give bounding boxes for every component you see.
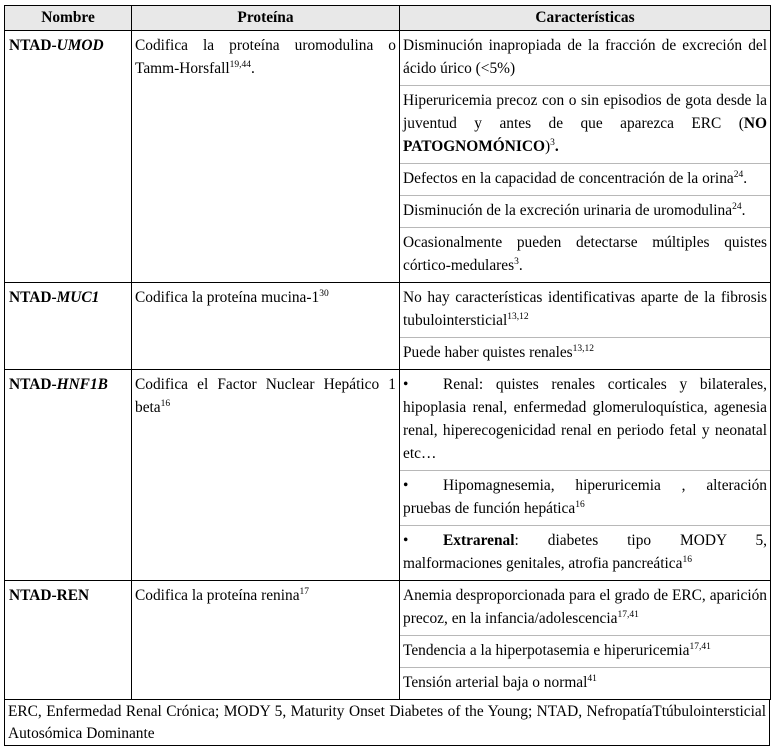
characteristics-cell [400,581,771,700]
characteristics-cell [400,283,771,370]
characteristic-item: Tensión arterial baja o normal$^{41}$ [403,674,597,691]
characteristic-item: No hay características identificativas aparte de la fibrosis tubulointersticial$^{13,12}$ [400,283,770,338]
characteristics-cell [400,31,771,283]
table-row [5,31,771,283]
characteristics-cell [400,370,771,581]
bullet-icon: • [403,532,409,549]
protein-cell: Codifica la proteína renina$^{17}$ [132,581,400,700]
bullet-icon: • [403,376,409,393]
protein-cell: Codifica la proteína uromodulina o Tamm-Horsfall$^{19,44}$. [132,31,400,283]
header-caracteristicas: Características [400,6,771,31]
characteristic-item: Anemia desproporcionada para el grado de ERC, aparición precoz, en la infancia/adolescencia$^{17,41}$ [400,581,770,636]
gene-table [4,5,771,700]
characteristic-item: Ocasionalmente pueden detectarse múltiples quistes córtico-medulares$^3$. [403,234,767,274]
characteristic-item: • Hipomagnesemia, hiperuricemia , alteración pruebas de función hepática$^{16}$ [400,471,770,526]
table-row [5,283,771,370]
protein-cell: Codifica el Factor Nuclear Hepático 1 beta$^{16}$ [132,370,400,581]
document [4,5,770,746]
gene-name-cell: NTAD-REN [5,581,132,700]
table-row [5,581,771,700]
header-row [5,6,771,31]
characteristic-item: • Renal: quistes renales corticales y bilaterales, hipoplasia renal, enfermedad glomeruloquística, agenesia renal, hiperecogenicidad renal en periodo fetal y neonatal etc… [400,370,770,471]
characteristic-item: Hiperuricemia precoz con o sin episodios de gota desde la juventud y antes de que aparezca ERC (NO PATOGNOMÓNICO)$^3$. [400,86,770,164]
characteristic-item: Puede haber quistes renales$^{13,12}$ [403,344,595,361]
characteristic-item: Disminución inapropiada de la fracción de excreción del ácido úrico (<5%) [400,31,770,86]
characteristic-item: Defectos en la capacidad de concentración de la orina$^{24}$. [400,164,770,196]
header-proteina: Proteína [132,6,400,31]
header-nombre: Nombre [5,6,132,31]
characteristic-item: • Extrarenal: diabetes tipo MODY 5, malformaciones genitales, atrofia pancreática$^{16}$ [400,526,770,580]
table-footnote: ERC, Enfermedad Renal Crónica; MODY 5, Maturity Onset Diabetes of the Young; NTAD, NefropatíaTtúbulointersticial Autosómica Dominante [4,700,770,746]
characteristic-item: Disminución de la excreción urinaria de uromodulina$^{24}$. [400,196,770,228]
protein-cell: Codifica la proteína mucina-$1^{30}$ [132,283,400,370]
characteristic-item: Tendencia a la hiperpotasemia e hiperuricemia$^{17,41}$ [400,636,770,668]
gene-name-cell: NTAD-MUC1 [5,283,132,370]
gene-name-cell: NTAD-HNF1B [5,370,132,581]
bullet-icon: • [403,477,409,494]
table-row [5,370,771,581]
gene-name-cell: NTAD-UMOD [5,31,132,283]
